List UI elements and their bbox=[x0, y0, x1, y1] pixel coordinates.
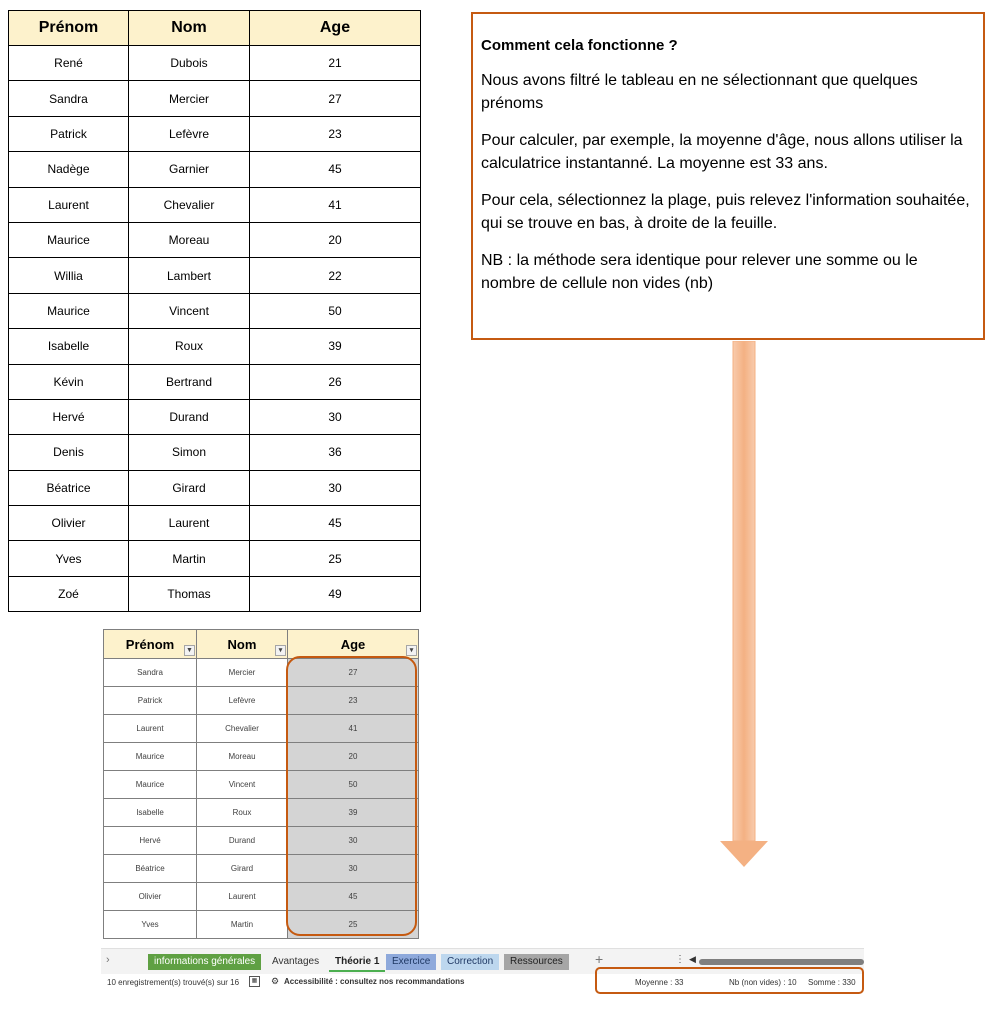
cell-prenom[interactable]: Denis bbox=[9, 435, 129, 470]
cell-prenom[interactable]: Nadège bbox=[9, 152, 129, 187]
cell-age[interactable]: 39 bbox=[288, 799, 419, 827]
cell-age[interactable]: 50 bbox=[288, 771, 419, 799]
table-row bbox=[9, 329, 421, 364]
cell-nom[interactable]: Chevalier bbox=[129, 187, 250, 222]
cell-prenom[interactable]: Maurice bbox=[9, 222, 129, 257]
filtered-header-age-label: Age bbox=[340, 636, 366, 652]
cell-nom[interactable]: Moreau bbox=[197, 743, 288, 771]
table-row bbox=[9, 576, 421, 611]
filtered-header-nom-label: Nom bbox=[227, 636, 257, 652]
cell-age[interactable]: 49 bbox=[250, 576, 421, 611]
explanation-paragraph-4: NB : la méthode sera identique pour relever une somme ou le nombre de cellule non vides (nb) bbox=[481, 252, 918, 292]
cell-age[interactable]: 25 bbox=[288, 911, 419, 939]
accessibility-icon[interactable]: ⚙ bbox=[271, 976, 280, 986]
tab-exercice[interactable]: Exercice bbox=[386, 954, 436, 970]
cell-prenom[interactable]: Zoé bbox=[9, 576, 129, 611]
cell-age[interactable]: 39 bbox=[250, 329, 421, 364]
cell-nom[interactable]: Garnier bbox=[129, 152, 250, 187]
tab-correction[interactable]: Correction bbox=[441, 954, 499, 970]
scroll-left-icon[interactable]: ◀ bbox=[689, 954, 696, 964]
table-row bbox=[9, 222, 421, 257]
cell-age[interactable]: 45 bbox=[250, 506, 421, 541]
tab-avantages[interactable]: Avantages bbox=[272, 956, 320, 967]
cell-nom[interactable]: Martin bbox=[197, 911, 288, 939]
cell-prenom[interactable]: René bbox=[9, 46, 129, 81]
cell-prenom[interactable]: Hervé bbox=[104, 827, 197, 855]
cell-nom[interactable]: Lefèvre bbox=[197, 687, 288, 715]
cell-prenom[interactable]: Sandra bbox=[104, 659, 197, 687]
cell-nom[interactable]: Roux bbox=[197, 799, 288, 827]
status-average[interactable]: Moyenne : 33 bbox=[635, 978, 684, 987]
cell-age[interactable]: 41 bbox=[250, 187, 421, 222]
selection-highlight bbox=[286, 656, 417, 936]
cell-nom[interactable]: Simon bbox=[129, 435, 250, 470]
cell-age[interactable]: 50 bbox=[250, 293, 421, 328]
cell-prenom[interactable]: Laurent bbox=[104, 715, 197, 743]
cell-nom[interactable]: Mercier bbox=[129, 81, 250, 116]
cell-age[interactable]: 27 bbox=[288, 659, 419, 687]
filtered-header-nom bbox=[197, 630, 288, 659]
cell-nom[interactable]: Vincent bbox=[197, 771, 288, 799]
cell-nom[interactable]: Lefèvre bbox=[129, 116, 250, 151]
cell-prenom[interactable]: Laurent bbox=[9, 187, 129, 222]
cell-age[interactable]: 36 bbox=[250, 435, 421, 470]
cell-prenom[interactable]: Sandra bbox=[9, 81, 129, 116]
filtered-header-row bbox=[104, 630, 419, 659]
cell-age[interactable]: 30 bbox=[288, 855, 419, 883]
cell-age[interactable]: 21 bbox=[250, 46, 421, 81]
cell-age[interactable]: 45 bbox=[288, 883, 419, 911]
explanation-paragraph-3: Pour cela, sélectionnez la plage, puis relevez l'information souhaitée, qui se trouve en bas, à droite de la feuille. bbox=[481, 192, 970, 232]
cell-age[interactable]: 30 bbox=[250, 399, 421, 434]
cell-age[interactable]: 30 bbox=[288, 827, 419, 855]
table-row bbox=[9, 293, 421, 328]
tab-informations-generales[interactable]: informations générales bbox=[148, 954, 261, 970]
table-row bbox=[9, 364, 421, 399]
cell-mode-icon: ▦ bbox=[249, 976, 260, 987]
cell-age[interactable]: 45 bbox=[250, 152, 421, 187]
full-names-table bbox=[8, 10, 421, 612]
table-row bbox=[9, 152, 421, 187]
cell-age[interactable]: 41 bbox=[288, 715, 419, 743]
cell-nom[interactable]: Durand bbox=[197, 827, 288, 855]
stats-highlight bbox=[595, 967, 864, 994]
cell-nom[interactable]: Dubois bbox=[129, 46, 250, 81]
cell-age[interactable]: 20 bbox=[288, 743, 419, 771]
status-sum[interactable]: Somme : 330 bbox=[808, 978, 856, 987]
filter-dropdown-icon[interactable]: ▾ bbox=[275, 645, 286, 656]
cell-prenom[interactable]: Willia bbox=[9, 258, 129, 293]
table-row bbox=[9, 506, 421, 541]
cell-age[interactable]: 20 bbox=[250, 222, 421, 257]
filter-dropdown-icon[interactable]: ▾ bbox=[406, 645, 417, 656]
cell-nom[interactable]: Lambert bbox=[129, 258, 250, 293]
cell-prenom[interactable]: Maurice bbox=[9, 293, 129, 328]
cell-age[interactable]: 26 bbox=[250, 364, 421, 399]
tab-ressources[interactable]: Ressources bbox=[504, 954, 569, 970]
cell-prenom[interactable]: Maurice bbox=[104, 771, 197, 799]
explanation-paragraph-2: Pour calculer, par exemple, la moyenne d'âge, nous allons utiliser la calculatrice instantanné. La moyenne est 33 ans. bbox=[481, 132, 963, 172]
status-count[interactable]: Nb (non vides) : 10 bbox=[729, 978, 797, 987]
filter-active-icon[interactable]: ▼ bbox=[184, 645, 195, 656]
cell-prenom[interactable]: Olivier bbox=[104, 883, 197, 911]
cell-nom[interactable]: Bertrand bbox=[129, 364, 250, 399]
cell-prenom[interactable]: Patrick bbox=[9, 116, 129, 151]
cell-age[interactable]: 25 bbox=[250, 541, 421, 576]
table-row bbox=[9, 399, 421, 434]
sheet-nav-right-icon[interactable]: › bbox=[106, 954, 110, 966]
table-row bbox=[9, 187, 421, 222]
cell-age[interactable]: 27 bbox=[250, 81, 421, 116]
table-row bbox=[9, 470, 421, 505]
filtered-header-prenom-label: Prénom bbox=[125, 636, 175, 652]
cell-nom[interactable]: Laurent bbox=[197, 883, 288, 911]
cell-nom[interactable]: Thomas bbox=[129, 576, 250, 611]
cell-age[interactable]: 30 bbox=[250, 470, 421, 505]
more-options-icon[interactable]: ⋮ bbox=[675, 954, 685, 965]
cell-nom[interactable]: Laurent bbox=[129, 506, 250, 541]
cell-nom[interactable]: Girard bbox=[197, 855, 288, 883]
cell-age[interactable]: 23 bbox=[250, 116, 421, 151]
table-row bbox=[9, 541, 421, 576]
table-row bbox=[9, 116, 421, 151]
cell-nom[interactable]: Chevalier bbox=[197, 715, 288, 743]
table-row bbox=[9, 46, 421, 81]
filtered-header-prenom bbox=[104, 630, 197, 659]
cell-prenom[interactable]: Yves bbox=[104, 911, 197, 939]
cell-prenom[interactable]: Isabelle bbox=[104, 799, 197, 827]
header-age: Age bbox=[250, 11, 421, 46]
cell-prenom[interactable]: Maurice bbox=[104, 743, 197, 771]
table-row bbox=[9, 81, 421, 116]
accessibility-text[interactable]: Accessibilité : consultez nos recommandations bbox=[284, 977, 465, 986]
cell-nom[interactable]: Roux bbox=[129, 329, 250, 364]
down-arrow-icon bbox=[718, 341, 770, 868]
explanation-title: Comment cela fonctionne ? bbox=[481, 37, 678, 54]
table-header-row bbox=[9, 11, 421, 46]
header-nom: Nom bbox=[129, 11, 250, 46]
header-prenom: Prénom bbox=[9, 11, 129, 46]
cell-nom[interactable]: Vincent bbox=[129, 293, 250, 328]
cell-age[interactable]: 22 bbox=[250, 258, 421, 293]
cell-age[interactable]: 23 bbox=[288, 687, 419, 715]
cell-prenom[interactable]: Yves bbox=[9, 541, 129, 576]
cell-prenom[interactable]: Isabelle bbox=[9, 329, 129, 364]
cell-prenom[interactable]: Hervé bbox=[9, 399, 129, 434]
cell-prenom[interactable]: Olivier bbox=[9, 506, 129, 541]
tab-theorie-1[interactable]: Théorie 1 bbox=[329, 954, 385, 972]
horizontal-scrollbar[interactable] bbox=[699, 959, 864, 965]
cell-prenom[interactable]: Kévin bbox=[9, 364, 129, 399]
records-found-text: 10 enregistrement(s) trouvé(s) sur 16 bbox=[107, 978, 240, 987]
cell-nom[interactable]: Durand bbox=[129, 399, 250, 434]
cell-nom[interactable]: Mercier bbox=[197, 659, 288, 687]
add-sheet-icon[interactable]: + bbox=[595, 951, 604, 967]
cell-nom[interactable]: Girard bbox=[129, 470, 250, 505]
explanation-paragraph-1: Nous avons filtré le tableau en ne sélectionnant que quelques prénoms bbox=[481, 72, 918, 112]
cell-prenom[interactable]: Béatrice bbox=[9, 470, 129, 505]
cell-nom[interactable]: Moreau bbox=[129, 222, 250, 257]
cell-nom[interactable]: Martin bbox=[129, 541, 250, 576]
filtered-header-age bbox=[288, 630, 419, 659]
cell-prenom[interactable]: Patrick bbox=[104, 687, 197, 715]
cell-prenom[interactable]: Béatrice bbox=[104, 855, 197, 883]
explanation-box bbox=[471, 12, 985, 340]
table-row bbox=[9, 435, 421, 470]
table-row bbox=[9, 258, 421, 293]
